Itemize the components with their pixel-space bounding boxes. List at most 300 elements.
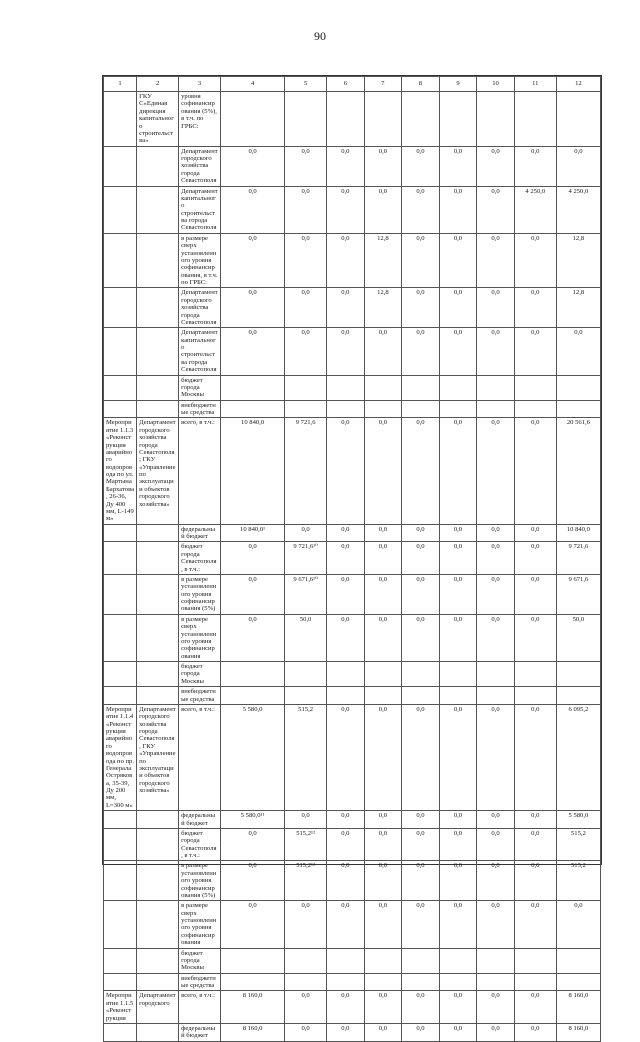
performer-cell — [137, 233, 179, 288]
measure-cell — [104, 400, 137, 418]
value-cell: 0,0 — [402, 418, 440, 524]
value-cell: 0,0 — [439, 828, 477, 861]
value-cell: 0,0 — [514, 146, 556, 186]
table-row — [104, 418, 601, 524]
table-row — [104, 828, 601, 861]
value-cell: 12,8 — [364, 233, 402, 288]
value-cell — [402, 92, 440, 147]
value-cell: 50,0 — [556, 614, 600, 661]
value-cell — [285, 948, 327, 973]
value-cell: 9 671,6¹⁰ — [285, 574, 327, 614]
value-cell — [439, 92, 477, 147]
value-cell: 0,0 — [221, 901, 285, 948]
performer-cell: Департамент городского хозяйства города Севастополя, ГКУ «Управление по эксплуатации объектов городского хозяйства» — [137, 704, 179, 810]
value-cell: 10 840,0 — [556, 524, 600, 542]
value-cell: 0,0 — [439, 524, 477, 542]
performer-cell — [137, 400, 179, 418]
value-cell: 0,0 — [514, 328, 556, 375]
value-cell: 0,0 — [514, 542, 556, 575]
value-cell: 0,0 — [364, 328, 402, 375]
value-cell: 4 250,0 — [514, 186, 556, 233]
funding-source-cell: федеральный бюджет — [179, 811, 221, 829]
value-cell — [477, 400, 515, 418]
measure-cell — [104, 614, 137, 661]
budget-table — [102, 75, 602, 1040]
value-cell: 0,0 — [327, 828, 365, 861]
value-cell — [327, 92, 365, 147]
value-cell: 0,0 — [514, 828, 556, 861]
value-cell: 0,0 — [439, 288, 477, 328]
value-cell — [364, 948, 402, 973]
value-cell: 0,0 — [402, 704, 440, 810]
column-number: 9 — [439, 77, 477, 92]
table-row — [104, 811, 601, 829]
value-cell: 0,0 — [439, 328, 477, 375]
value-cell: 0,0 — [514, 811, 556, 829]
value-cell: 0,0 — [556, 901, 600, 948]
value-cell: 9 721,6 — [285, 418, 327, 524]
table-row — [104, 233, 601, 288]
value-cell — [477, 92, 515, 147]
budget-grid — [103, 76, 601, 1042]
funding-source-cell: внебюджетные средства — [179, 400, 221, 418]
value-cell — [221, 662, 285, 687]
table-row — [104, 973, 601, 991]
value-cell: 0,0 — [477, 991, 515, 1024]
value-cell — [285, 687, 327, 705]
value-cell: 0,0 — [402, 328, 440, 375]
value-cell: 0,0 — [327, 542, 365, 575]
value-cell — [285, 973, 327, 991]
column-number: 3 — [179, 77, 221, 92]
measure-cell — [104, 542, 137, 575]
value-cell: 0,0 — [364, 861, 402, 901]
funding-source-cell: всего, в т.ч.: — [179, 704, 221, 810]
value-cell: 0,0 — [439, 861, 477, 901]
value-cell: 12,8 — [556, 288, 600, 328]
value-cell — [439, 662, 477, 687]
value-cell: 0,0 — [439, 991, 477, 1024]
value-cell — [402, 662, 440, 687]
table-row — [104, 92, 601, 147]
column-number: 12 — [556, 77, 600, 92]
value-cell: 0,0 — [477, 542, 515, 575]
value-cell — [285, 662, 327, 687]
value-cell: 0,0 — [364, 186, 402, 233]
measure-cell: Мероприятие 1.1.5 «Реконструкция — [104, 991, 137, 1024]
value-cell — [402, 687, 440, 705]
value-cell — [327, 687, 365, 705]
value-cell: 0,0 — [439, 418, 477, 524]
value-cell — [514, 948, 556, 973]
value-cell: 0,0 — [439, 704, 477, 810]
value-cell — [556, 92, 600, 147]
page-number: 90 — [314, 29, 326, 43]
performer-cell — [137, 375, 179, 400]
measure-cell: Мероприятие 1.1.4 «Реконструкция аварийного водопровода по пр. Генерала Острякова, 35-39, Ду 200 мм, L=300 м» — [104, 704, 137, 810]
value-cell — [364, 400, 402, 418]
value-cell: 0,0 — [477, 328, 515, 375]
value-cell: 12,8 — [556, 233, 600, 288]
value-cell: 0,0 — [477, 288, 515, 328]
funding-source-cell: всего, в т.ч.: — [179, 418, 221, 524]
table-row — [104, 288, 601, 328]
value-cell — [285, 400, 327, 418]
performer-cell: ГКУ С«Единая дирекция капитального строительства» — [137, 92, 179, 147]
measure-cell — [104, 662, 137, 687]
value-cell — [514, 92, 556, 147]
table-row — [104, 948, 601, 973]
funding-source-cell: бюджет города Севастополя, в т.ч.: — [179, 542, 221, 575]
funding-source-cell: Департамент городского хозяйства города Севастополя — [179, 288, 221, 328]
value-cell: 0,0 — [285, 233, 327, 288]
value-cell — [327, 948, 365, 973]
value-cell: 0,0 — [439, 186, 477, 233]
performer-cell — [137, 524, 179, 542]
value-cell: 0,0 — [402, 186, 440, 233]
measure-cell — [104, 186, 137, 233]
value-cell: 8 160,0 — [556, 1023, 600, 1041]
value-cell: 0,0 — [221, 233, 285, 288]
value-cell: 0,0 — [402, 811, 440, 829]
funding-source-cell: бюджет города Севастополя, в т.ч.: — [179, 828, 221, 861]
value-cell — [556, 400, 600, 418]
value-cell: 0,0 — [514, 233, 556, 288]
value-cell: 0,0 — [514, 861, 556, 901]
value-cell: 6 095,2 — [556, 704, 600, 810]
measure-cell — [104, 948, 137, 973]
funding-source-cell: уровня софинансирования (5%), в т.ч. по ГРБС: — [179, 92, 221, 147]
value-cell: 50,0 — [285, 614, 327, 661]
value-cell: 0,0 — [402, 901, 440, 948]
value-cell: 0,0 — [327, 328, 365, 375]
value-cell: 0,0 — [514, 1023, 556, 1041]
column-number: 8 — [402, 77, 440, 92]
value-cell: 0,0 — [285, 328, 327, 375]
value-cell — [477, 662, 515, 687]
value-cell: 0,0 — [327, 861, 365, 901]
value-cell: 0,0 — [364, 1023, 402, 1041]
funding-source-cell: бюджет города Москвы — [179, 662, 221, 687]
funding-source-cell: внебюджетные средства — [179, 973, 221, 991]
value-cell: 0,0 — [364, 524, 402, 542]
measure-cell — [104, 811, 137, 829]
value-cell — [439, 973, 477, 991]
value-cell: 0,0 — [285, 288, 327, 328]
value-cell — [364, 92, 402, 147]
value-cell — [221, 948, 285, 973]
value-cell: 0,0 — [327, 704, 365, 810]
value-cell: 8 160,0 — [556, 991, 600, 1024]
value-cell — [364, 375, 402, 400]
value-cell — [477, 375, 515, 400]
performer-cell — [137, 328, 179, 375]
table-row — [104, 524, 601, 542]
table-row — [104, 861, 601, 901]
value-cell: 0,0 — [402, 233, 440, 288]
table-row — [104, 991, 601, 1024]
value-cell: 0,0 — [221, 828, 285, 861]
table-row — [104, 186, 601, 233]
value-cell: 515,2 — [556, 828, 600, 861]
value-cell: 0,0 — [285, 1023, 327, 1041]
value-cell: 0,0 — [285, 991, 327, 1024]
value-cell: 515,2 — [556, 861, 600, 901]
funding-source-cell: федеральный бюджет — [179, 1023, 221, 1041]
value-cell: 8 160,0 — [221, 1023, 285, 1041]
value-cell: 0,0 — [221, 542, 285, 575]
value-cell: 0,0 — [285, 901, 327, 948]
value-cell: 0,0 — [439, 542, 477, 575]
value-cell: 0,0 — [556, 328, 600, 375]
value-cell: 0,0 — [514, 614, 556, 661]
measure-cell — [104, 973, 137, 991]
performer-cell: Департамент городского — [137, 991, 179, 1024]
value-cell: 10 840,0¹ — [221, 524, 285, 542]
value-cell: 0,0 — [514, 991, 556, 1024]
value-cell — [477, 973, 515, 991]
performer-cell — [137, 973, 179, 991]
value-cell: 0,0 — [285, 524, 327, 542]
value-cell — [556, 662, 600, 687]
value-cell — [221, 92, 285, 147]
performer-cell — [137, 948, 179, 973]
value-cell: 0,0 — [364, 542, 402, 575]
measure-cell — [104, 233, 137, 288]
value-cell: 0,0 — [514, 704, 556, 810]
column-number: 6 — [327, 77, 365, 92]
value-cell — [439, 400, 477, 418]
measure-cell — [104, 92, 137, 147]
performer-cell — [137, 288, 179, 328]
measure-cell — [104, 574, 137, 614]
performer-cell — [137, 662, 179, 687]
measure-cell — [104, 861, 137, 901]
value-cell — [364, 662, 402, 687]
value-cell: 0,0 — [402, 288, 440, 328]
value-cell: 12,8 — [364, 288, 402, 328]
value-cell: 0,0 — [514, 524, 556, 542]
value-cell: 0,0 — [477, 861, 515, 901]
value-cell: 0,0 — [402, 991, 440, 1024]
measure-cell — [104, 328, 137, 375]
funding-source-cell: бюджет города Москвы — [179, 375, 221, 400]
value-cell: 0,0 — [402, 146, 440, 186]
value-cell: 0,0 — [285, 146, 327, 186]
measure-cell — [104, 524, 137, 542]
table-row — [104, 687, 601, 705]
value-cell — [402, 400, 440, 418]
value-cell: 0,0 — [327, 233, 365, 288]
value-cell: 0,0 — [514, 574, 556, 614]
value-cell — [221, 687, 285, 705]
value-cell: 0,0 — [327, 991, 365, 1024]
funding-source-cell: Департамент городского хозяйства города Севастополя — [179, 146, 221, 186]
performer-cell — [137, 574, 179, 614]
value-cell: 0,0 — [364, 418, 402, 524]
funding-source-cell: федеральный бюджет — [179, 524, 221, 542]
table-row — [104, 328, 601, 375]
value-cell — [439, 687, 477, 705]
value-cell: 0,0 — [221, 186, 285, 233]
value-cell: 0,0 — [402, 574, 440, 614]
value-cell: 0,0 — [402, 614, 440, 661]
column-number: 4 — [221, 77, 285, 92]
performer-cell — [137, 186, 179, 233]
value-cell — [556, 375, 600, 400]
value-cell: 0,0 — [221, 574, 285, 614]
performer-cell — [137, 828, 179, 861]
measure-cell — [104, 687, 137, 705]
value-cell: 9 721,6¹⁰ — [285, 542, 327, 575]
measure-cell — [104, 146, 137, 186]
column-number: 7 — [364, 77, 402, 92]
funding-source-cell: Департамент капитального строительства города Севастополя — [179, 328, 221, 375]
value-cell: 515,2¹² — [285, 861, 327, 901]
value-cell: 0,0 — [439, 233, 477, 288]
value-cell: 0,0 — [221, 328, 285, 375]
value-cell: 0,0 — [477, 233, 515, 288]
value-cell: 0,0 — [327, 524, 365, 542]
measure-cell — [104, 901, 137, 948]
table-row — [104, 704, 601, 810]
value-cell: 0,0 — [402, 524, 440, 542]
value-cell — [364, 687, 402, 705]
value-cell: 0,0 — [477, 574, 515, 614]
value-cell — [439, 375, 477, 400]
value-cell: 0,0 — [364, 828, 402, 861]
table-row — [104, 146, 601, 186]
value-cell: 515,2 — [285, 704, 327, 810]
value-cell — [439, 948, 477, 973]
value-cell — [514, 662, 556, 687]
funding-source-cell: в размере сверх установленного уровня софинансирования — [179, 901, 221, 948]
value-cell — [285, 92, 327, 147]
value-cell — [402, 375, 440, 400]
value-cell: 0,0 — [514, 288, 556, 328]
table-row — [104, 542, 601, 575]
measure-cell — [104, 1023, 137, 1041]
value-cell: 5 580,0 — [556, 811, 600, 829]
value-cell: 0,0 — [221, 614, 285, 661]
performer-cell — [137, 1023, 179, 1041]
value-cell: 0,0 — [477, 186, 515, 233]
value-cell: 0,0 — [285, 186, 327, 233]
performer-cell — [137, 614, 179, 661]
value-cell: 0,0 — [477, 811, 515, 829]
table-row — [104, 400, 601, 418]
value-cell: 0,0 — [364, 146, 402, 186]
value-cell: 0,0 — [327, 614, 365, 661]
table-body — [104, 92, 601, 1042]
funding-source-cell: в размере сверх установленного уровня софинансирования, в т.ч. по ГРБС: — [179, 233, 221, 288]
value-cell — [327, 375, 365, 400]
funding-source-cell: внебюджетные средства — [179, 687, 221, 705]
funding-source-cell: в размере установленного уровня софинансирования (5%) — [179, 574, 221, 614]
value-cell — [221, 375, 285, 400]
value-cell — [556, 948, 600, 973]
value-cell: 0,0 — [477, 704, 515, 810]
value-cell: 0,0 — [439, 1023, 477, 1041]
column-number: 2 — [137, 77, 179, 92]
value-cell: 0,0 — [556, 146, 600, 186]
funding-source-cell: в размере сверх установленного уровня софинансирования — [179, 614, 221, 661]
value-cell: 0,0 — [327, 418, 365, 524]
measure-cell: Мероприятие 1.1.3 «Реконструкция аварийного водопровода по ул. Мартына Бархатова, 26-36, Ду 400 мм, L-149 м» — [104, 418, 137, 524]
column-number: 11 — [514, 77, 556, 92]
value-cell: 0,0 — [327, 811, 365, 829]
value-cell: 0,0 — [439, 146, 477, 186]
value-cell — [402, 973, 440, 991]
performer-cell — [137, 901, 179, 948]
value-cell: 0,0 — [439, 574, 477, 614]
value-cell: 0,0 — [327, 186, 365, 233]
value-cell — [221, 973, 285, 991]
value-cell: 0,0 — [477, 828, 515, 861]
value-cell — [364, 973, 402, 991]
value-cell: 0,0 — [477, 1023, 515, 1041]
value-cell: 0,0 — [402, 828, 440, 861]
value-cell: 5 580,0¹¹ — [221, 811, 285, 829]
table-row — [104, 375, 601, 400]
value-cell: 0,0 — [477, 614, 515, 661]
value-cell: 0,0 — [364, 704, 402, 810]
value-cell — [514, 687, 556, 705]
value-cell — [514, 400, 556, 418]
value-cell: 0,0 — [477, 901, 515, 948]
value-cell: 0,0 — [477, 418, 515, 524]
value-cell: 0,0 — [327, 288, 365, 328]
value-cell: 10 840,0 — [221, 418, 285, 524]
value-cell: 0,0 — [439, 811, 477, 829]
value-cell: 0,0 — [402, 1023, 440, 1041]
performer-cell — [137, 146, 179, 186]
value-cell: 0,0 — [221, 288, 285, 328]
value-cell: 9 721,6 — [556, 542, 600, 575]
value-cell: 0,0 — [327, 146, 365, 186]
measure-cell — [104, 288, 137, 328]
value-cell — [556, 973, 600, 991]
value-cell — [402, 948, 440, 973]
column-number-row — [104, 77, 601, 92]
performer-cell — [137, 811, 179, 829]
value-cell — [556, 687, 600, 705]
value-cell: 20 561,6 — [556, 418, 600, 524]
table-row — [104, 1023, 601, 1041]
value-cell: 0,0 — [364, 901, 402, 948]
value-cell: 0,0 — [402, 861, 440, 901]
value-cell: 0,0 — [221, 861, 285, 901]
value-cell: 0,0 — [477, 524, 515, 542]
measure-cell — [104, 375, 137, 400]
value-cell: 0,0 — [221, 146, 285, 186]
value-cell: 0,0 — [514, 418, 556, 524]
value-cell: 0,0 — [327, 901, 365, 948]
performer-cell — [137, 542, 179, 575]
table-row — [104, 614, 601, 661]
value-cell: 0,0 — [327, 1023, 365, 1041]
value-cell — [285, 375, 327, 400]
value-cell — [327, 662, 365, 687]
funding-source-cell: бюджет города Москвы — [179, 948, 221, 973]
value-cell: 0,0 — [514, 901, 556, 948]
value-cell — [514, 375, 556, 400]
value-cell: 0,0 — [364, 811, 402, 829]
table-row — [104, 901, 601, 948]
performer-cell — [137, 861, 179, 901]
value-cell: 5 580,0 — [221, 704, 285, 810]
table-row — [104, 662, 601, 687]
